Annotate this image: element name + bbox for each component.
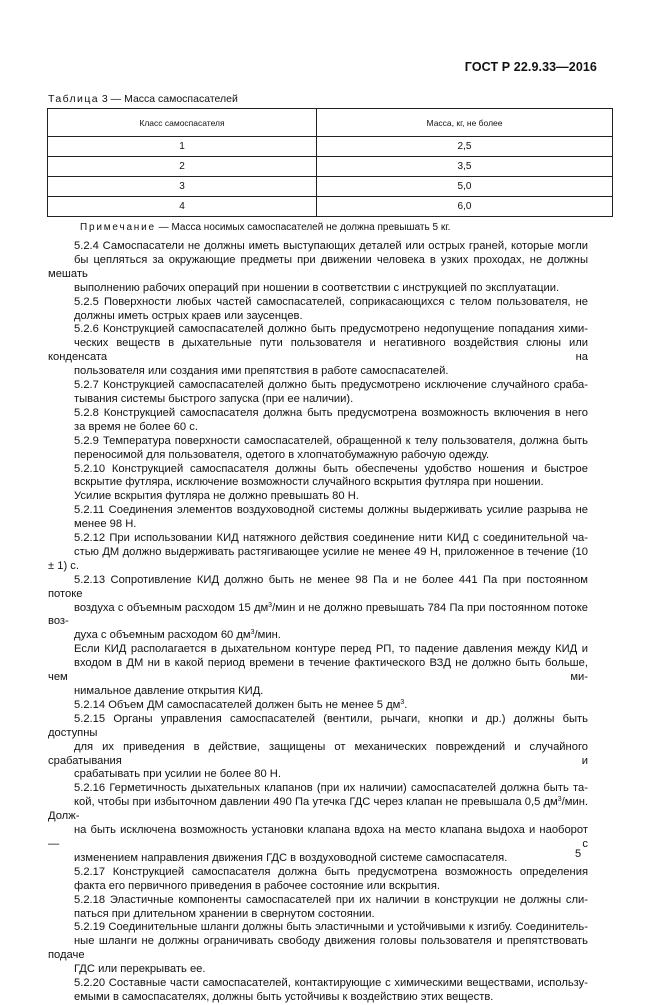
table-cell-mass: 2,5	[317, 137, 613, 157]
page-number: 5	[575, 848, 582, 860]
paragraph-line: 5.2.4 Самоспасатели не должны иметь выступающих деталей или острых граней, которые могли	[74, 240, 588, 252]
table-header-class: Класс самоспасателя	[48, 109, 317, 137]
paragraph-5-2-8	[48, 407, 588, 435]
paragraph-5-2-14	[48, 699, 588, 713]
paragraph-5-2-10b	[48, 490, 588, 504]
paragraph-line: выполнению рабочих операций при ношении в соответствии с инструкцией по эксплуатации.	[74, 281, 560, 294]
paragraph-line: 5.2.11 Соединения элементов воздуховодной системы должны выдерживать усилие разрыва не	[74, 504, 588, 517]
table-cell-class: 3	[48, 177, 317, 197]
standard-code: ГОСТ Р 22.9.33—2016	[464, 60, 597, 74]
paragraph-line: переносимой для пользователя, одетого в хлопчатобумажную рабочую одежду.	[74, 448, 490, 461]
paragraph-5-2-17	[48, 866, 588, 894]
paragraph-line: 5.2.17 Конструкцией самоспасателя должна быть предусмотрена возможность определения	[74, 865, 588, 878]
paragraph-line: духа с объемным расходом 60 $дм^3$/мин.	[74, 629, 281, 642]
paragraph-5-2-7	[48, 379, 588, 407]
table-cell-class: 2	[48, 157, 317, 177]
paragraph-line: емыми в самоспасателях, должны быть устойчивы к воздействию этих веществ.	[74, 990, 494, 1003]
paragraph-line: 5.2.6 Конструкцией самоспасателей должно быть предусмотрено недопущение попадания хими-	[74, 323, 588, 336]
paragraph-5-2-10	[48, 463, 588, 491]
table-caption	[48, 93, 238, 105]
paragraph-line: 5.2.15 Органы управления самоспасателей (вентили, рычаги, кнопки и др.) должны быть доступны	[48, 712, 588, 739]
paragraph-line: на быть исключена возможность установки клапана вдоха на место клапана выдоха и наоборот — с	[48, 824, 588, 850]
paragraph-line: стью ДМ должно выдерживать растягивающее усилие не менее 49 Н, приложенное в течение (10 ± 1) с.	[48, 545, 588, 572]
paragraph-line: должны иметь острых краев или заусенцев.	[74, 309, 303, 322]
table-row	[48, 137, 613, 157]
paragraph-5-2-5	[48, 296, 588, 324]
table-row	[48, 177, 613, 197]
paragraph-line: Если КИД располагается в дыхательном контуре перед РП, то падение давления между КИД и	[74, 643, 588, 656]
paragraph-line: 5.2.19 Соединительные шланги должны быть эластичными и устойчивыми к изгибу. Соединитель-	[74, 921, 588, 934]
table-header-row	[48, 109, 613, 137]
paragraph-5-2-12	[48, 532, 588, 574]
paragraph-line: 5.2.8 Конструкцией самоспасателя должна быть предусмотрена возможность включения в него	[74, 406, 588, 419]
paragraph-line: пользователя или создания ими препятствия в работе самоспасателей.	[74, 365, 449, 378]
paragraph-5-2-18	[48, 894, 588, 922]
paragraph-line: вскрытие футляра, исключение возможности случайного вскрытия футляра при ношении.	[74, 476, 544, 489]
table-cell-class: 1	[48, 137, 317, 157]
table-row	[48, 157, 613, 177]
table-note	[80, 222, 450, 233]
table-cell-class: 4	[48, 197, 317, 217]
paragraph-line: воздуха с объемным расходом 15 $дм^3$/мин и не должно превышать 784 Па при постоянном потоке воз-	[48, 601, 588, 628]
paragraph-line: 5.2.9 Температура поверхности самоспасателей, обращенной к телу пользователя, должна быть	[74, 434, 588, 447]
paragraph-5-2-4	[48, 240, 588, 296]
paragraph-line: 5.2.5 Поверхности любых частей самоспасателей, соприкасающихся с телом пользователя, не	[74, 295, 588, 308]
paragraph-5-2-19	[48, 921, 588, 977]
table-cell-mass: 3,5	[317, 157, 613, 177]
table-header-mass: Масса, кг, не более	[317, 109, 613, 137]
paragraph-line: изменением направления движения ГДС в воздуховодной системе самоспасателя.	[74, 851, 508, 864]
table-cell-mass: 5,0	[317, 177, 613, 197]
paragraph-5-2-11	[48, 504, 588, 532]
paragraph-line: 5.2.13 Сопротивление КИД должно быть не менее 98 Па и не более 441 Па при постоянном потоке	[48, 573, 588, 600]
paragraph-line: кой, чтобы при избыточном давлении 490 Па утечка ГДС через клапан не превышала 0,5 $дм^3$/мин. Долж-	[48, 796, 588, 823]
paragraph-line: Усилие вскрытия футляра не должно превышать 80 Н.	[74, 490, 359, 503]
paragraph-5-2-13	[48, 574, 588, 644]
paragraph-line: 5.2.18 Эластичные компоненты самоспасателей при их наличии в конструкции не должны сли-	[74, 893, 588, 906]
table-caption-text: 3 — Масса самоспасателей	[98, 93, 238, 105]
paragraph-5-2-16	[48, 782, 588, 865]
table-cell-mass: 6,0	[317, 197, 613, 217]
paragraph-line: факта его первичного приведения в рабочее состояние или вскрытия.	[74, 879, 440, 892]
paragraph-line: ные шланги не должны ограничивать свободу движения головы пользователя и препятствовать подаче	[48, 935, 588, 962]
paragraph-line: менее 98 Н.	[74, 518, 137, 531]
table-caption-label: Таблица	[48, 93, 99, 105]
note-label: Примечание	[80, 222, 156, 233]
paragraph-line: ческих веществ в дыхательные пути пользователя и негативного воздействия слюны или конденсата на	[48, 337, 588, 364]
paragraph-5-2-20	[48, 977, 588, 1005]
paragraph-line: тывания системы быстрого запуска (при ее наличии).	[74, 392, 354, 405]
paragraph-5-2-9	[48, 435, 588, 463]
table-row	[48, 197, 613, 217]
mass-table	[47, 108, 613, 217]
paragraph-line: 5.2.10 Конструкцией самоспасателя должны быть обеспечены удобство ношения и быстрое	[74, 462, 588, 475]
paragraph-line: за время не более 60 с.	[74, 420, 198, 433]
paragraph-line: 5.2.16 Герметичность дыхательных клапанов (при их наличии) самоспасателей должна быть та-	[74, 782, 588, 795]
body-text	[48, 240, 588, 1005]
paragraph-line: бы цепляться за окружающие предметы при движении человека в узких проходах, не должны мешать	[48, 253, 588, 280]
paragraph-line: 5.2.14 Объем ДМ самоспасателей должен быть не менее 5 $дм^3$.	[74, 698, 408, 711]
paragraph-5-2-13b	[48, 643, 588, 699]
paragraph-line: для их приведения в действие, защищены от механических повреждений и случайного срабатывания и	[48, 740, 588, 767]
paragraph-5-2-15	[48, 713, 588, 783]
paragraph-line: паться при длительном хранении в свернутом состоянии.	[74, 907, 375, 920]
paragraph-line: 5.2.12 При использовании КИД натяжного действия соединение нити КИД с соединительной ча-	[74, 532, 588, 545]
paragraph-line: нимальное давление открытия КИД.	[74, 685, 264, 697]
paragraph-5-2-6	[48, 323, 588, 379]
note-text: — Масса носимых самоспасателей не должна превышать 5 кг.	[155, 222, 451, 233]
paragraph-line: входом в ДМ ни в какой период времени в течение фактического ВЗД не должно быть больше, чем ми-	[48, 657, 588, 684]
paragraph-line: 5.2.20 Составные части самоспасателей, контактирующие с химическими веществами, использу-	[74, 977, 588, 990]
paragraph-line: 5.2.7 Конструкцией самоспасателей должно быть предусмотрено исключение случайного сраба-	[74, 379, 588, 392]
paragraph-line: ГДС или перекрывать ее.	[74, 963, 206, 976]
paragraph-line: срабатывать при усилии не более 80 Н.	[74, 768, 281, 781]
